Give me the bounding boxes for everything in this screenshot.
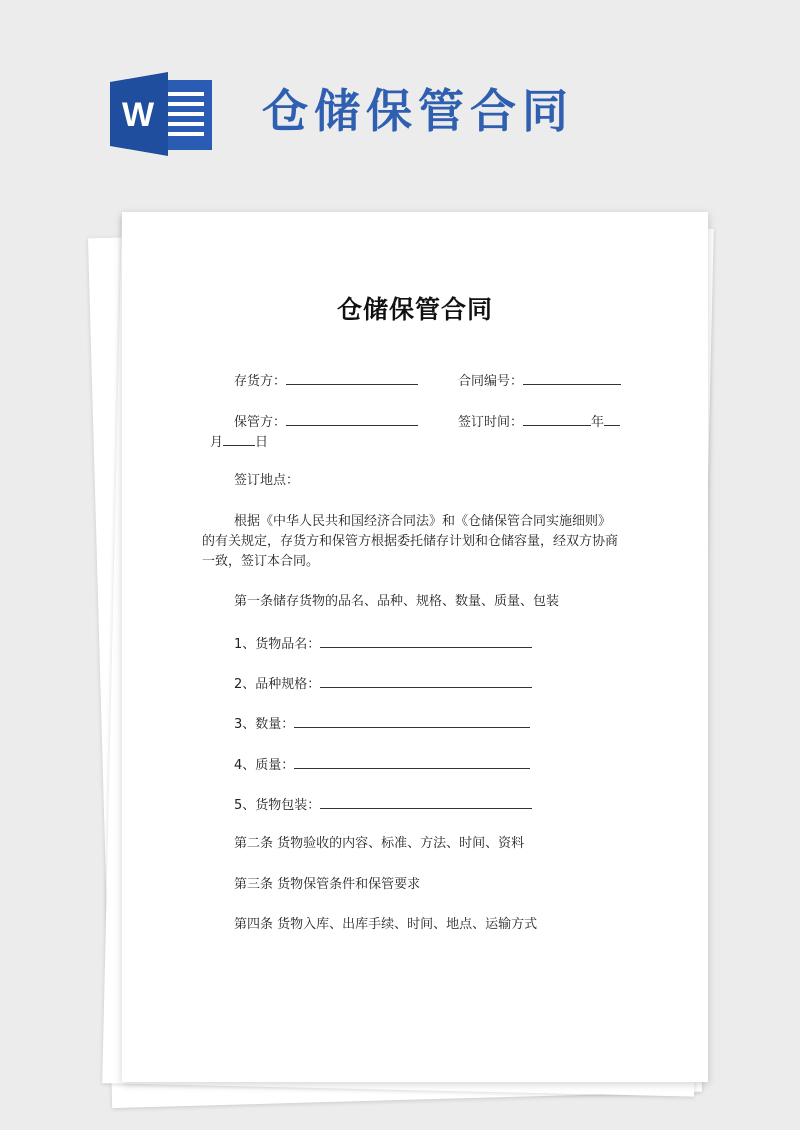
sign-year-blank: [523, 411, 591, 426]
sign-year-label: 年: [591, 415, 605, 430]
item-2-label: 2、品种规格：: [234, 677, 321, 692]
keeper-row: [234, 411, 418, 433]
item-3-label: 3、数量：: [234, 717, 295, 732]
keeper-label: 保管方：: [234, 415, 287, 430]
depositor-row: [234, 370, 418, 392]
item-4-row: [234, 754, 530, 776]
word-app-icon: [110, 72, 214, 156]
article-4: 第四条 货物入库、出库手续、时间、地点、运输方式: [234, 917, 538, 932]
word-icon-letter: W: [121, 96, 155, 134]
depositor-blank: [286, 370, 418, 385]
article-2: 第二条 货物验收的内容、标准、方法、时间、资料: [234, 836, 525, 851]
intro-paragraph: 根据《中华人民共和国经济合同法》和《仓储保管合同实施细则》的有关规定，存货方和保管方根据委托储存计划和仓储容量，经双方协商一致，签订本合同。: [202, 514, 619, 569]
contract-no-label: 合同编号：: [458, 374, 524, 389]
sign-day-blank: [223, 431, 255, 446]
sign-place-label: 签订地点：: [234, 473, 300, 488]
item-3-row: [234, 713, 530, 735]
article-3: 第三条 货物保管条件和保管要求: [234, 877, 421, 892]
item-2-row: [234, 673, 532, 695]
sign-time-row: [458, 411, 620, 433]
sign-month-blank: [604, 411, 620, 426]
contract-no-row: [458, 370, 621, 392]
sign-time-label: 签订时间：: [458, 415, 524, 430]
item-5-label: 5、货物包装：: [234, 798, 321, 813]
item-1-row: [234, 633, 532, 655]
item-3-blank: [294, 713, 530, 728]
item-5-blank: [320, 794, 532, 809]
item-4-blank: [294, 754, 530, 769]
item-4-label: 4、质量：: [234, 758, 295, 773]
item-1-blank: [320, 633, 532, 648]
depositor-label: 存货方：: [234, 374, 287, 389]
sign-month-label: 月: [210, 435, 224, 450]
item-5-row: [234, 794, 532, 816]
item-2-blank: [320, 673, 532, 688]
sign-day-label: 日: [255, 435, 269, 450]
document-title: 仓储保管合同: [336, 295, 493, 324]
article-1: 第一条储存货物的品名、品种、规格、数量、质量、包装: [234, 594, 560, 609]
item-1-label: 1、货物品名：: [234, 637, 321, 652]
header-title: 仓储保管合同: [262, 84, 574, 138]
document-page: [122, 212, 708, 1082]
contract-no-blank: [523, 370, 621, 385]
sign-date-continue: [210, 431, 268, 453]
keeper-blank: [286, 411, 418, 426]
